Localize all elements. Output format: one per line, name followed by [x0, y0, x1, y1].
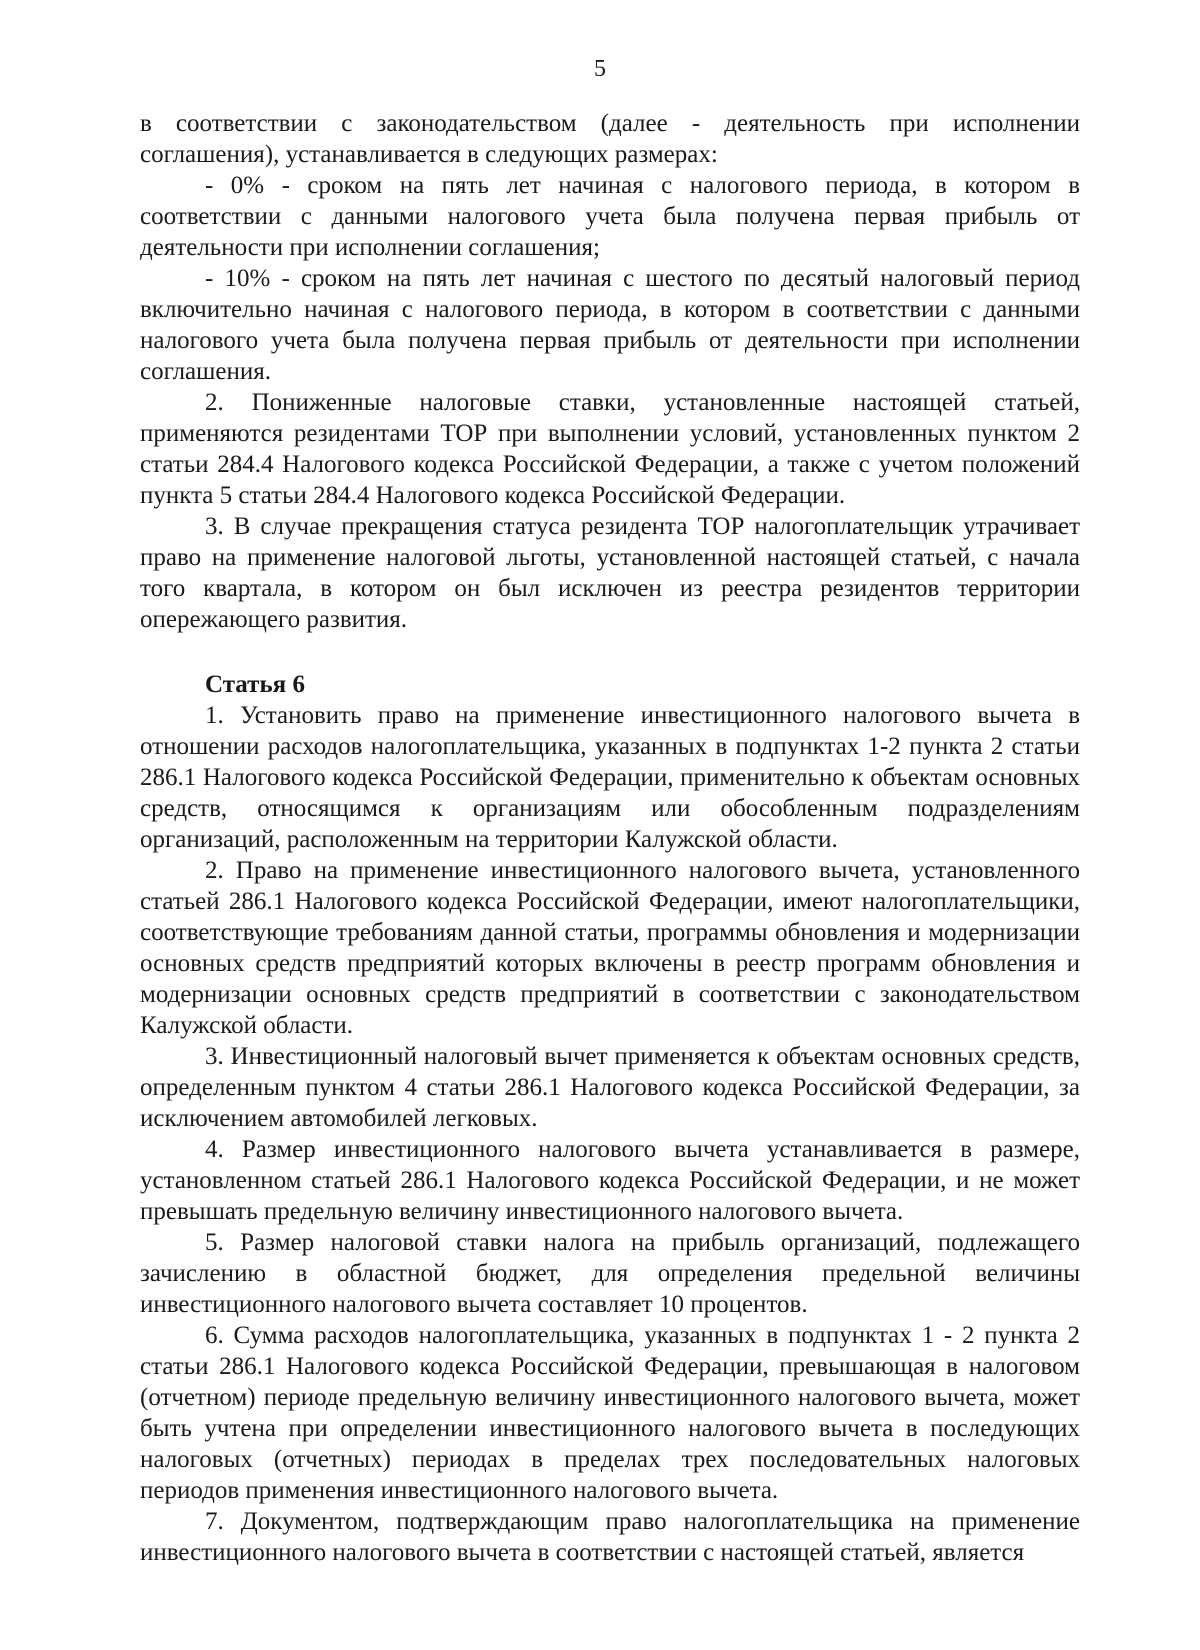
article-paragraph-2: 2. Право на применение инвестиционного налогового вычета, установленного статьей 286.1 Налогового кодекса Российской Федерации, имеют налогоплательщики, соответствующие требованиям данной статьи, программы обновления и модернизации основных средств предприятий которых включены в реестр программ обновления и модернизации основных средств предприятий в соответствии с законодательством Калужской области. [140, 857, 1080, 1039]
article-paragraph-4: 4. Размер инвестиционного налогового вычета устанавливается в размере, установленном статьей 286.1 Налогового кодекса Российской Федерации, и не может превышать предельную величину инвестиционного налогового вычета. [140, 1136, 1080, 1225]
article-heading: Статья 6 [205, 671, 305, 698]
paragraph-item-2: 2. Пониженные налоговые ставки, установленные настоящей статьей, применяются резидентами ТОР при выполнении условий, установленных пунктом 2 статьи 284.4 Налогового кодекса Российской Федерации, а также с учетом положений пункта 5 статьи 284.4 Налогового кодекса Российской Федерации. [140, 389, 1080, 509]
article-paragraph-1: 1. Установить право на применение инвестиционного налогового вычета в отношении расходов налогоплательщика, указанных в подпунктах 1-2 пункта 2 статьи 286.1 Налогового кодекса Российской Федерации, применительно к объектам основных средств, относящимся к организациям или обособленным подразделениям организаций, расположенным на территории Калужской области. [140, 702, 1080, 853]
paragraph-continuation: в соответствии с законодательством (далее - деятельность при исполнении соглашения), устанавливается в следующих размерах: [140, 110, 1080, 168]
paragraph-item-3: 3. В случае прекращения статуса резидента ТОР налогоплательщик утрачивает право на применение налоговой льготы, установленной настоящей статьей, с начала того квартала, в котором он был исключен из реестра резидентов территории опережающего развития. [140, 513, 1080, 633]
article-paragraph-6: 6. Сумма расходов налогоплательщика, указанных в подпунктах 1 - 2 пункта 2 статьи 286.1 Налогового кодекса Российской Федерации, превышающая в налоговом (отчетном) периоде предельную величину инвестиционного налогового вычета, может быть учтена при определении инвестиционного налогового вычета в последующих налоговых (отчетных) периодах в пределах трех последовательных налоговых периодов применения инвестиционного налогового вычета. [140, 1322, 1080, 1504]
article-paragraph-7: 7. Документом, подтверждающим право налогоплательщика на применение инвестиционного налогового вычета в соответствии с настоящей статьей, является [140, 1508, 1080, 1566]
paragraph-rate-0: - 0% - сроком на пять лет начиная с налогового периода, в котором в соответствии с данными налогового учета была получена первая прибыль от деятельности при исполнении соглашения; [140, 172, 1080, 261]
paragraph-rate-10: - 10% - сроком на пять лет начиная с шестого по десятый налоговый период включительно начиная с налогового периода, в котором в соответствии с данными налогового учета была получена первая прибыль от деятельности при исполнении соглашения. [140, 265, 1080, 385]
document-body [140, 108, 1080, 1568]
article-paragraph-5: 5. Размер налоговой ставки налога на прибыль организаций, подлежащего зачислению в областной бюджет, для определения предельной величины инвестиционного налогового вычета составляет 10 процентов. [140, 1229, 1080, 1318]
article-paragraph-3: 3. Инвестиционный налоговый вычет применяется к объектам основных средств, определенным пунктом 4 статьи 286.1 Налогового кодекса Российской Федерации, за исключением автомобилей легковых. [140, 1043, 1080, 1132]
page-number: 5 [594, 56, 606, 82]
